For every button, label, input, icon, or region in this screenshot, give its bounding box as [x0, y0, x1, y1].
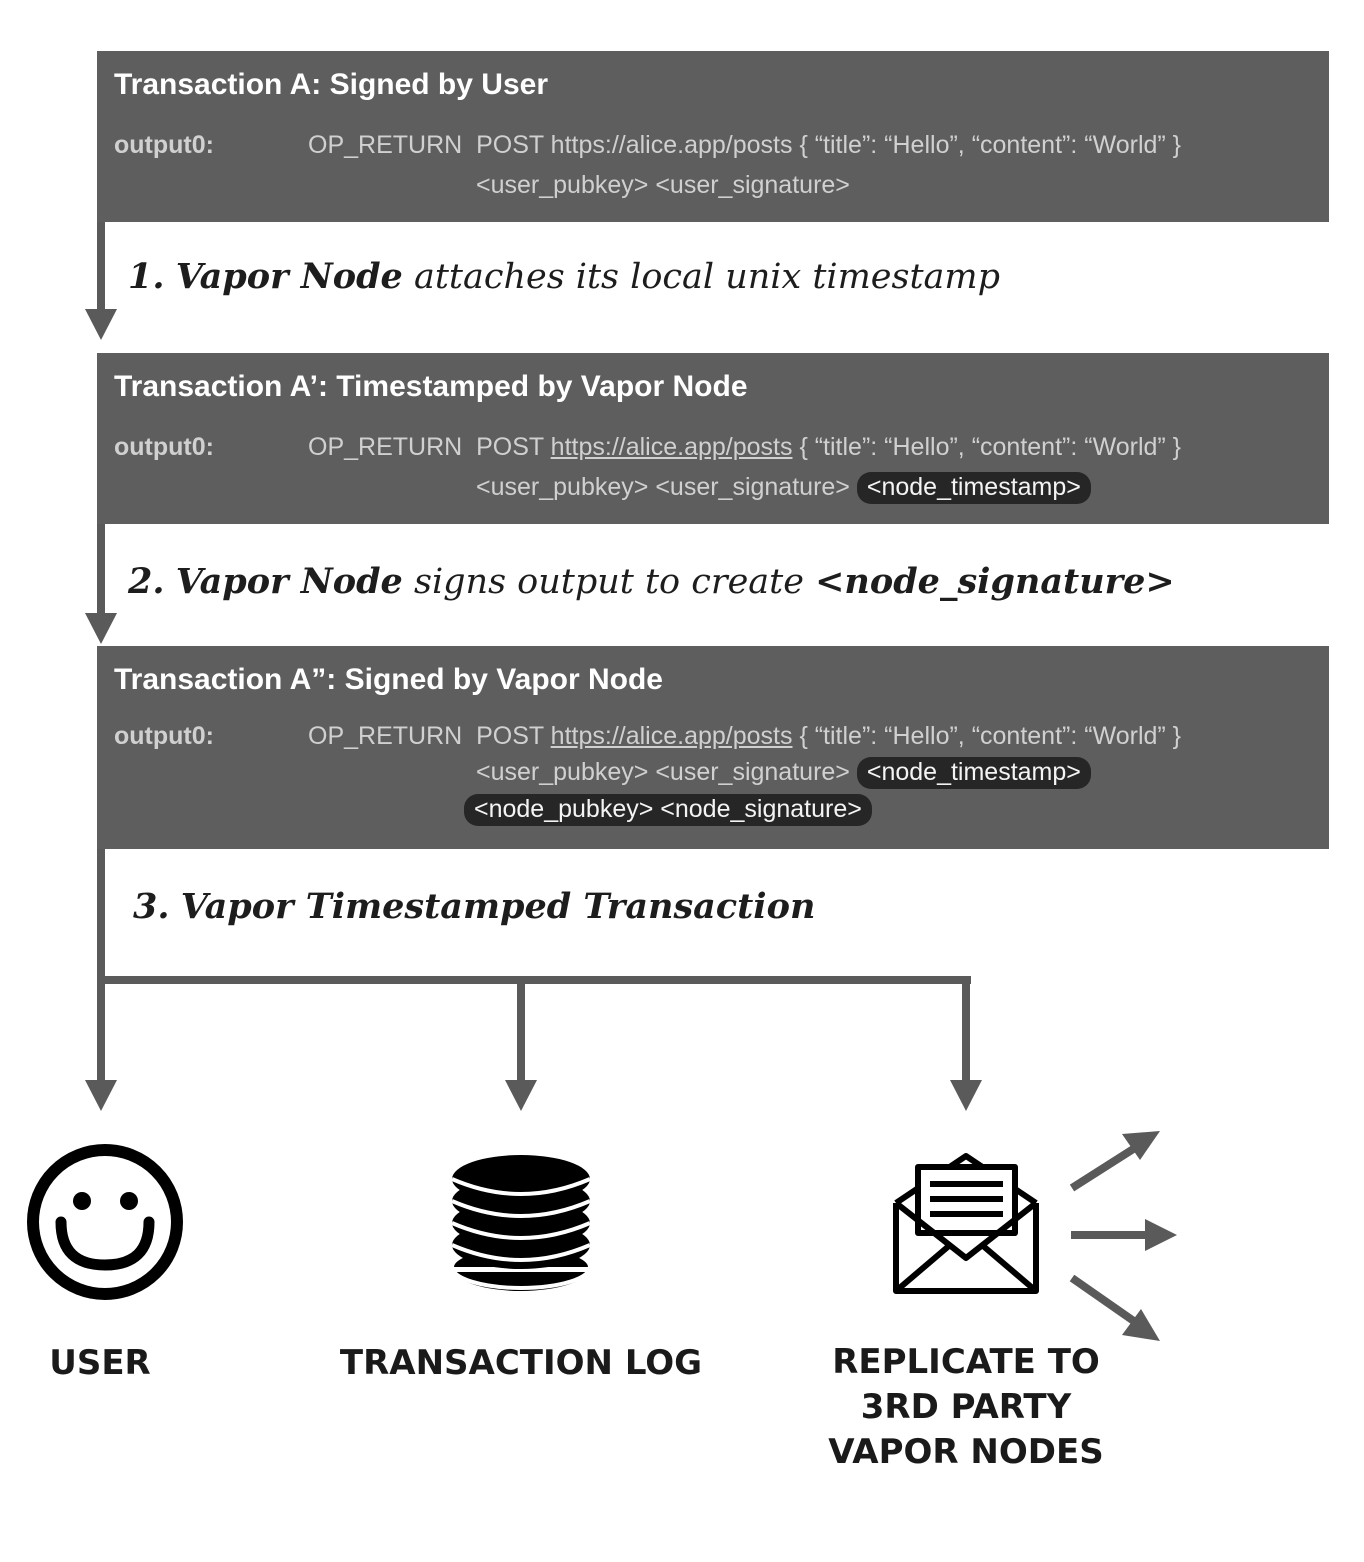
- smiley-face-icon: [33, 1150, 177, 1294]
- post-url: https://alice.app/posts: [550, 131, 793, 159]
- step-1-text: attaches its local unix timestamp: [413, 257, 1000, 297]
- transaction-a-prime-title: Transaction A’: Timestamped by Vapor Node: [114, 370, 748, 403]
- node-keys-badge: <node_pubkey> <node_signature>: [464, 794, 872, 826]
- database-icon: [452, 1155, 590, 1291]
- op-return: OP_RETURN: [308, 433, 463, 461]
- step-3-number: 3.: [133, 886, 170, 927]
- replicate-caption-line-3: VAPOR NODES: [828, 1432, 1104, 1472]
- post-url: https://alice.app/posts: [550, 433, 793, 461]
- user-signature: <user_signature>: [655, 473, 850, 501]
- connector-1: [97, 222, 105, 312]
- op-return: OP_RETURN: [308, 131, 463, 159]
- step-1-bold: Vapor Node: [175, 256, 403, 297]
- payload: { “title”: “Hello”, “content”: “World” }: [799, 722, 1182, 750]
- user-caption: USER: [49, 1343, 151, 1383]
- payload: { “title”: “Hello”, “content”: “World” }: [799, 433, 1182, 461]
- transaction-a-double-prime-title: Transaction A”: Signed by Vapor Node: [114, 663, 663, 696]
- http-method: POST: [476, 722, 544, 750]
- user-signature: <user_signature>: [655, 171, 850, 199]
- transaction-a-double-prime-output-label: output0:: [114, 722, 214, 750]
- user-pubkey: <user_pubkey>: [476, 758, 649, 786]
- node-timestamp-badge: <node_timestamp>: [857, 757, 1091, 789]
- node-timestamp-badge: <node_timestamp>: [857, 472, 1091, 504]
- http-method: POST: [476, 433, 544, 461]
- arrow-head-replicate: [950, 1080, 982, 1111]
- arrow-head-user: [85, 1080, 117, 1111]
- arrow-head-log: [505, 1080, 537, 1111]
- step-3-bold: Vapor Timestamped Transaction: [180, 886, 816, 927]
- op-return: OP_RETURN: [308, 722, 463, 750]
- replicate-caption-line-1: REPLICATE TO: [832, 1342, 1100, 1382]
- payload: { “title”: “Hello”, “content”: “World” }: [799, 131, 1182, 159]
- transaction-a-prime-output-label: output0:: [114, 433, 214, 461]
- user-pubkey: <user_pubkey>: [476, 473, 649, 501]
- broadcast-arrows-icon: [1071, 1131, 1177, 1341]
- transaction-a-output-label: output0:: [114, 131, 214, 159]
- flow-connectors: [85, 222, 982, 1111]
- open-envelope-icon: [896, 1156, 1036, 1291]
- connector-log: [517, 976, 525, 1083]
- connector-2: [97, 524, 105, 616]
- replicate-caption: [806, 1340, 1126, 1475]
- arrow-head-1: [85, 309, 117, 340]
- step-2-tail: <node_signature>: [815, 561, 1175, 602]
- connector-3: [97, 849, 105, 1083]
- transaction-log-caption: TRANSACTION LOG: [339, 1343, 703, 1383]
- arrow-head-2: [85, 613, 117, 644]
- step-2-text: signs output to create: [413, 562, 804, 602]
- split-line: [97, 976, 971, 984]
- user-signature: <user_signature>: [655, 758, 850, 786]
- post-url: https://alice.app/posts: [550, 722, 793, 750]
- http-method: POST: [476, 131, 544, 159]
- user-pubkey: <user_pubkey>: [476, 171, 649, 199]
- step-2-number: 2.: [128, 561, 165, 602]
- connector-replicate: [962, 976, 970, 1083]
- step-1-number: 1.: [128, 256, 165, 297]
- replicate-caption-line-2: 3RD PARTY: [860, 1387, 1072, 1427]
- step-2-bold: Vapor Node: [175, 561, 403, 602]
- transaction-a-title: Transaction A: Signed by User: [114, 68, 548, 101]
